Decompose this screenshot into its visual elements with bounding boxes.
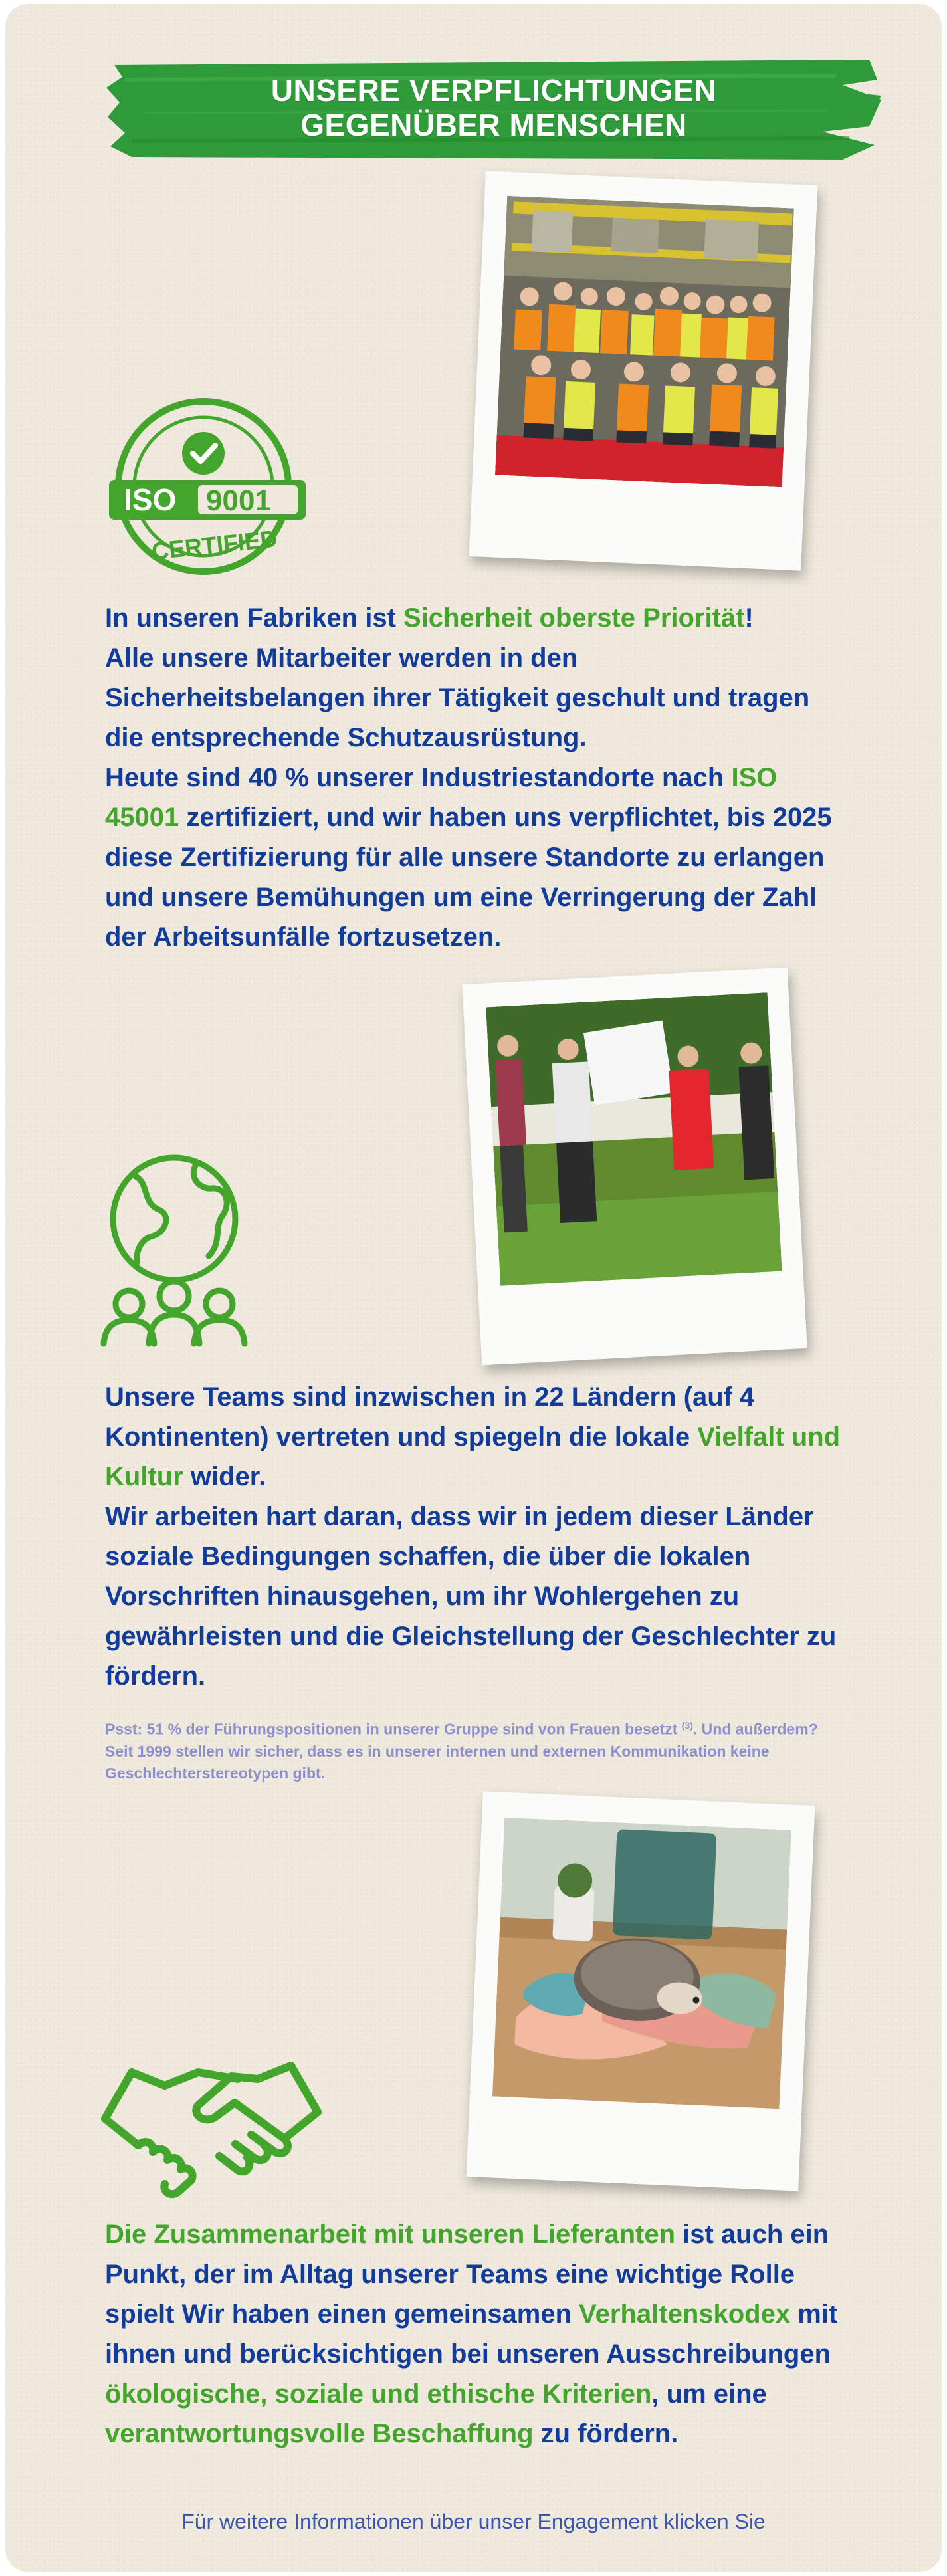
section1-paragraph3: Heute sind 40 % unserer Industriestandorte nach ISO 45001 zertifiziert, und wir haben uns verpflichtet, bis 2025 diese Zertifizierung für alle unsere Standorte zu erlangen und unsere Bemühungen um eine Verringerung der Zahl der Arbeitsunfälle fortzusetzen.: [105, 763, 832, 952]
iso-badge-number: 9001: [206, 484, 271, 517]
title-banner: [105, 53, 883, 166]
banner-title: [105, 73, 883, 142]
banner-title-line1: UNSERE VERPFLICHTUNGEN: [270, 73, 717, 108]
highlight-iso45001: ISO 45001: [105, 763, 778, 832]
globe-people-icon: [96, 1150, 255, 1349]
hedgehog-towels-photo: [492, 1818, 791, 2109]
banner-title-line2: GEGENÜBER MENSCHEN: [300, 108, 687, 142]
factory-team-photo: [495, 196, 794, 487]
highlight-criteria: ökologische, soziale und ethische Kriterien: [105, 2379, 652, 2409]
photo-factory-team: [469, 171, 818, 570]
section1-paragraph2: Alle unsere Mitarbeiter werden in den Sicherheitsbelangen ihrer Tätigkeit geschult und tragen die entsprechende Schutzausrüstung.: [105, 643, 810, 752]
handshake-icon: [98, 2046, 324, 2205]
photo-hedgehog-towels: [467, 1791, 815, 2191]
highlight-diversity: Vielfalt und Kultur: [105, 1422, 841, 1491]
photo-team-outdoor: [462, 968, 807, 1366]
section2-footnote: Psst: 51 % der Führungspositionen in unserer Gruppe sind von Frauen besetzt $^{(3)}$. Und außerdem? Seit 1999 stellen wir sicher, dass es in unserer internen und externen Kommunikation keine Geschlechterstereotypen gibt.: [105, 1720, 818, 1782]
highlight-suppliers: Die Zusammenarbeit mit unseren Lieferanten: [105, 2220, 676, 2249]
section2-paragraph1: Unsere Teams sind inzwischen in 22 Ländern (auf 4 Kontinenten) vertreten und spiegeln die lokale Vielfalt und Kultur wider.: [105, 1382, 841, 1491]
section2-paragraph2: Wir arbeiten hart daran, dass wir in jedem dieser Länder soziale Bedingungen schaffen, die über die lokalen Vorschriften hinausgehen, um ihr Wohlergehen zu gewährleisten und die Gleichstellung der Geschlechter zu fördern.: [105, 1502, 837, 1691]
highlight-code-of-conduct: Verhaltenskodex: [579, 2300, 791, 2329]
section1-paragraph1: In unseren Fabriken ist Sicherheit oberste Priorität!: [105, 603, 754, 633]
team-outdoor-photo: [486, 992, 782, 1286]
section2-text: [105, 1377, 843, 1696]
iso-badge-certified: CERTIFIED: [150, 524, 279, 566]
section3-text: Die Zusammenarbeit mit unseren Lieferanten ist auch ein Punkt, der im Alltag unserer Teams eine wichtige Rolle spielt Wir haben einen gemeinsamen Verhaltenskodex mit ihnen und berücksichtigen bei unseren Ausschreibungen ökologische, soziale und ethische Kriterien, um eine verantwortungsvolle Beschaffung zu fördern.: [105, 2220, 838, 2448]
highlight-responsible-sourcing: verantwortungsvolle Beschaffung: [105, 2419, 534, 2448]
iso-certified-badge-icon: [105, 393, 311, 580]
more-info-link[interactable]: Für weitere Informationen über unser Engagement klicken Sie: [181, 2510, 766, 2533]
highlight-safety: Sicherheit oberste Priorität: [403, 603, 745, 633]
iso-badge-text: ISO: [124, 483, 177, 517]
infographic-card: [5, 4, 942, 2572]
footnote-ref: (3): [681, 1720, 693, 1731]
section1-text: [105, 598, 843, 957]
